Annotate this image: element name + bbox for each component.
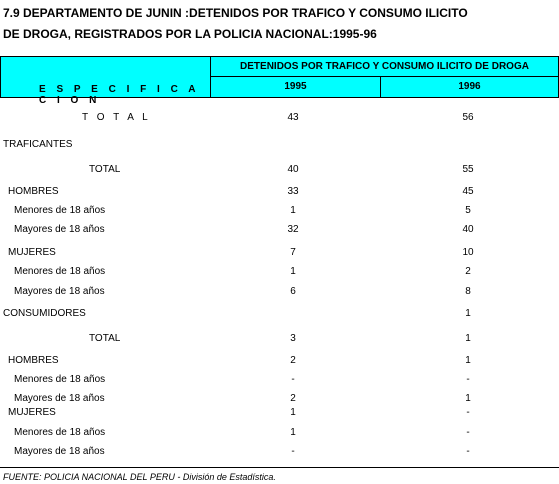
table-row xyxy=(0,353,559,369)
row-label: Mayores de 18 años xyxy=(14,393,105,404)
table-title-line-2: DE DROGA, REGISTRADOS POR LA POLICIA NACIONAL:1995-96 xyxy=(3,27,377,41)
header-year-1996: 1996 xyxy=(458,81,481,92)
table-row xyxy=(0,222,559,238)
table-row xyxy=(0,245,559,261)
value-1995: - xyxy=(291,446,295,457)
header-specification-cell xyxy=(1,57,211,106)
value-1996: - xyxy=(466,374,470,385)
value-1995: 2 xyxy=(290,355,296,366)
value-1996: 55 xyxy=(462,164,474,175)
row-label: T O T A L xyxy=(82,112,151,123)
table-row xyxy=(0,444,559,460)
table-row xyxy=(0,405,559,421)
value-1996: 1 xyxy=(465,308,471,319)
value-1995: - xyxy=(291,374,295,385)
source-footnote: FUENTE: POLICIA NACIONAL DEL PERU - División de Estadística. xyxy=(3,472,276,482)
value-1996: - xyxy=(466,427,470,438)
table-row xyxy=(0,425,559,441)
value-1995: 1 xyxy=(290,407,296,418)
row-label: Menores de 18 años xyxy=(14,266,106,277)
row-label: TOTAL xyxy=(89,333,121,344)
table-row-grand-total xyxy=(0,110,559,126)
value-1996: 40 xyxy=(462,224,474,235)
value-1996: 45 xyxy=(462,186,474,197)
row-label: Menores de 18 años xyxy=(14,427,106,438)
header-group-label: DETENIDOS POR TRAFICO Y CONSUMO ILICITO DE DROGA xyxy=(211,57,558,77)
table-title-line-1: 7.9 DEPARTAMENTO DE JUNIN :DETENIDOS POR TRAFICO Y CONSUMO ILICITO xyxy=(3,6,468,20)
value-1996: 5 xyxy=(465,205,471,216)
value-1995: 43 xyxy=(287,112,299,123)
row-label: MUJERES xyxy=(8,247,56,258)
value-1995: 33 xyxy=(287,186,299,197)
row-label: Menores de 18 años xyxy=(14,374,106,385)
value-1996: - xyxy=(466,407,470,418)
row-label: CONSUMIDORES xyxy=(3,308,86,319)
header-year-1995: 1995 xyxy=(211,77,381,97)
table-row-consumidores xyxy=(0,306,559,322)
value-1996: 8 xyxy=(465,286,471,297)
value-1996: 1 xyxy=(465,393,471,404)
row-label: Mayores de 18 años xyxy=(14,224,105,235)
row-label: Menores de 18 años xyxy=(14,205,106,216)
table-row xyxy=(0,372,559,388)
table-row xyxy=(0,203,559,219)
table-header xyxy=(0,56,559,106)
value-1996: 1 xyxy=(465,355,471,366)
value-1996: 56 xyxy=(462,112,474,123)
value-1995: 7 xyxy=(290,247,296,258)
row-label: Mayores de 18 años xyxy=(14,286,105,297)
value-1995: 32 xyxy=(287,224,299,235)
value-1996: 2 xyxy=(465,266,471,277)
table-row xyxy=(0,331,559,347)
footer-divider xyxy=(0,467,559,468)
value-1996: 10 xyxy=(462,247,474,258)
table-row xyxy=(0,184,559,200)
value-1996: - xyxy=(466,446,470,457)
value-1995: 1 xyxy=(290,205,296,216)
header-specification-label: E S P E C I F I C A C I O N xyxy=(39,84,200,106)
row-label: MUJERES xyxy=(8,407,56,418)
value-1995: 2 xyxy=(290,393,296,404)
value-1995: 6 xyxy=(290,286,296,297)
row-label: HOMBRES xyxy=(8,355,59,366)
table-row xyxy=(0,162,559,178)
value-1995: 3 xyxy=(290,333,296,344)
value-1995: 1 xyxy=(290,266,296,277)
table-row xyxy=(0,284,559,300)
value-1996: 1 xyxy=(465,333,471,344)
value-1995: 1 xyxy=(290,427,296,438)
row-label: Mayores de 18 años xyxy=(14,446,105,457)
row-label: TRAFICANTES xyxy=(3,139,73,150)
row-label: TOTAL xyxy=(89,164,121,175)
table-row-traficantes xyxy=(0,137,559,153)
value-1995: 40 xyxy=(287,164,299,175)
table-row xyxy=(0,264,559,280)
row-label: HOMBRES xyxy=(8,186,59,197)
